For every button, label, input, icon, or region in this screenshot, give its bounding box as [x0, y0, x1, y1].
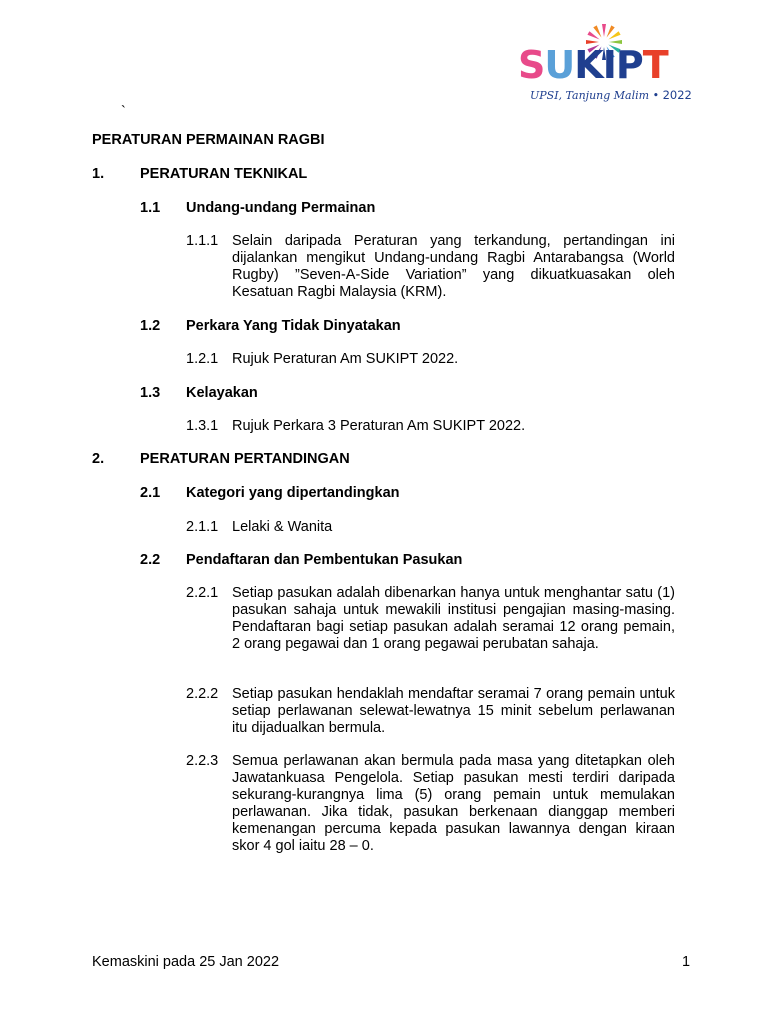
clause-number: 1.2.1	[186, 351, 219, 367]
subsection-number: 1.3	[140, 385, 161, 401]
clause-text: Semua perlawanan akan bermula pada masa yang ditetapkan oleh Jawatankuasa Pengelola. Setiap pasukan mesti terdiri daripada sekurang-kurangnya lima (5) orang pemain untuk memulakan perlawanan. Jika tidak, pasukan berkenaan dianggap memberi kemenangan percuma kepada pasukan lawannya dengan kiraan skor 4 gol iaitu 28 – 0.	[232, 753, 675, 854]
clause-number: 2.2.2	[186, 686, 219, 702]
logo-dot: •	[652, 89, 660, 102]
subsection-number: 1.2	[140, 318, 161, 334]
logo-tagline-text: UPSI, Tanjung Malim	[530, 89, 650, 102]
logo-letter: S	[518, 43, 545, 87]
logo-wordmark	[518, 43, 668, 87]
page-number: 1	[682, 954, 691, 970]
clause-number: 2.2.1	[186, 585, 219, 601]
logo-letter: I	[602, 43, 616, 87]
section-title: PERATURAN PERTANDINGAN	[140, 451, 350, 467]
clause-number: 2.1.1	[186, 519, 219, 535]
stray-mark: `	[121, 104, 126, 120]
clause-text: Lelaki & Wanita	[232, 519, 333, 535]
footer-updated-date: Kemaskini pada 25 Jan 2022	[92, 954, 280, 970]
logo-letter: K	[574, 43, 603, 87]
clause-number: 2.2.3	[186, 753, 219, 769]
subsection-title: Perkara Yang Tidak Dinyatakan	[186, 318, 401, 334]
clause-text: Setiap pasukan hendaklah mendaftar seramai 7 orang pemain untuk setiap perlawanan selewat-lewatnya 15 minit sebelum perlawanan itu dijadualkan bermula.	[232, 686, 675, 736]
clause-text: Rujuk Perkara 3 Peraturan Am SUKIPT 2022.	[232, 418, 526, 434]
section-number: 2.	[92, 451, 105, 467]
subsection-number: 1.1	[140, 200, 161, 216]
document-title: PERATURAN PERMAINAN RAGBI	[92, 132, 325, 148]
logo-letter: P	[615, 43, 643, 87]
subsection-title: Pendaftaran dan Pembentukan Pasukan	[186, 552, 463, 568]
logo-letter: U	[544, 43, 575, 87]
subsection-title: Kategori yang dipertandingkan	[186, 485, 400, 501]
logo-year: 2022	[662, 88, 692, 102]
subsection-title: Kelayakan	[186, 385, 258, 401]
section-title: PERATURAN TEKNIKAL	[140, 166, 308, 182]
subsection-number: 2.1	[140, 485, 161, 501]
logo-letter: T	[642, 43, 668, 87]
clause-number: 1.1.1	[186, 233, 219, 249]
clause-text: Setiap pasukan adalah dibenarkan hanya untuk menghantar satu (1) pasukan sahaja untuk mewakili institusi pengajian masing-masing. Pendaftaran bagi setiap pasukan adalah seramai 12 orang pemain, 2 orang pegawai dan 1 orang pegawai perubatan sahaja.	[232, 585, 675, 652]
sukipt-logo	[512, 22, 692, 108]
clause-text: Rujuk Peraturan Am SUKIPT 2022.	[232, 351, 459, 367]
clause-text: Selain daripada Peraturan yang terkandung, pertandingan ini dijalankan mengikut Undang-undang Ragbi Antarabangsa (World Rugby) ”Seven-A-Side Variation” yang dikuatkuasakan oleh Kesatuan Ragbi Malaysia (KRM).	[232, 233, 675, 300]
clause-number: 1.3.1	[186, 418, 219, 434]
logo-tagline	[530, 88, 692, 102]
subsection-number: 2.2	[140, 552, 161, 568]
subsection-title: Undang-undang Permainan	[186, 200, 376, 216]
section-number: 1.	[92, 166, 105, 182]
